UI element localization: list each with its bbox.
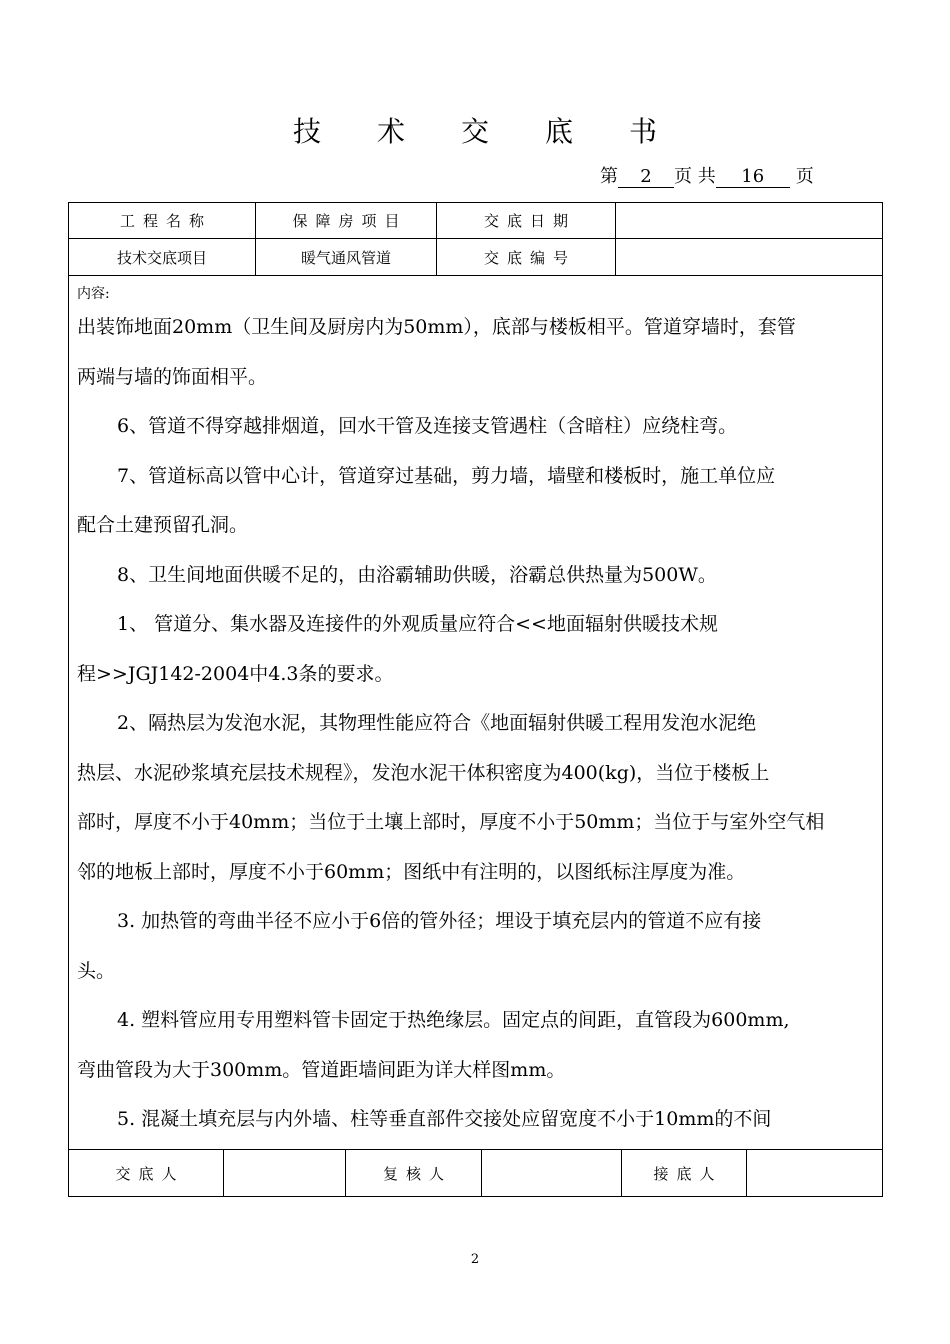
reviewer-label: 复核人: [382, 1164, 452, 1183]
content-label: 内容:: [77, 286, 110, 302]
content-line: 两端与墙的饰面相平。: [77, 365, 268, 388]
content-line: 4. 塑料管应用专用塑料管卡固定于热绝缘层。固定点的间距，直管段为600mm,: [117, 1009, 790, 1031]
content-line: 1、 管道分、集水器及连接件的外观质量应符合<<地面辐射供暖技术规: [117, 613, 718, 635]
content-line: 程>>JGJ142-2004中4.3条的要求。: [77, 662, 394, 685]
content-line: 6、管道不得穿越排烟道，回水干管及连接支管遇柱（含暗柱）应绕柱弯。: [117, 415, 738, 437]
number-label: 交底编号: [483, 248, 576, 267]
date-label: 交底日期: [483, 212, 576, 230]
project-name-label: 工程名称: [119, 212, 212, 230]
receiver-label: 接底人: [653, 1164, 723, 1183]
document-title: 技术交底书: [292, 115, 713, 148]
project-name-value: 保障房项目: [292, 212, 408, 230]
reviewer-value: [482, 1150, 621, 1196]
item-value: 暖气通风管道: [300, 248, 391, 267]
page-info-suffix: 页: [795, 166, 814, 187]
total-pages: 16: [716, 167, 790, 188]
content-line: 2、隔热层为发泡水泥，其物理性能应符合《地面辐射供暖工程用发泡水泥绝: [117, 712, 757, 734]
disclosure-form: [68, 202, 883, 1197]
current-page: 2: [618, 167, 674, 188]
content-line: 出装饰地面20mm（卫生间及厨房内为50mm），底部与楼板相平。管道穿墙时，套管: [77, 316, 796, 338]
receiver-value: [747, 1150, 882, 1196]
content-body: [77, 303, 877, 1145]
content-line: 5. 混凝土填充层与内外墙、柱等垂直部件交接处应留宽度不小于10mm的不间: [117, 1108, 772, 1130]
content-line: 7、管道标高以管中心计，管道穿过基础，剪力墙，墙壁和楼板时，施工单位应: [117, 464, 776, 487]
item-label: 技术交底项目: [116, 248, 207, 267]
date-value: [616, 203, 882, 238]
content-line: 8、卫生间地面供暖不足的，由浴霸辅助供暖，浴霸总供热量为500W。: [117, 563, 717, 586]
presenter-label: 交底人: [115, 1164, 185, 1183]
page-info-middle: 页 共: [674, 166, 716, 187]
content-line: 邻的地板上部时，厚度不小于60mm；图纸中有注明的，以图纸标注厚度为准。: [77, 860, 746, 883]
content-line: 弯曲管段为大于300mm。管道距墙间距为详大样图mm。: [77, 1058, 566, 1081]
content-line: 部时，厚度不小于40mm；当位于土壤上部时，厚度不小于50mm；当位于与室外空气相: [77, 811, 825, 833]
number-value: [616, 239, 882, 275]
content-line: 3. 加热管的弯曲半径不应小于6倍的管外径；埋设于填充层内的管道不应有接: [117, 910, 762, 932]
page-info: [600, 162, 814, 188]
content-line: 配合土建预留孔洞。: [77, 514, 249, 536]
page-info-prefix: 第: [600, 166, 618, 187]
page-number: 2: [470, 1252, 480, 1267]
content-line: 头。: [77, 959, 116, 982]
content-line: 热层、水泥砂浆填充层技术规程》，发泡水泥干体积密度为400(kg)，当位于楼板上: [77, 761, 770, 784]
presenter-value: [224, 1150, 345, 1196]
